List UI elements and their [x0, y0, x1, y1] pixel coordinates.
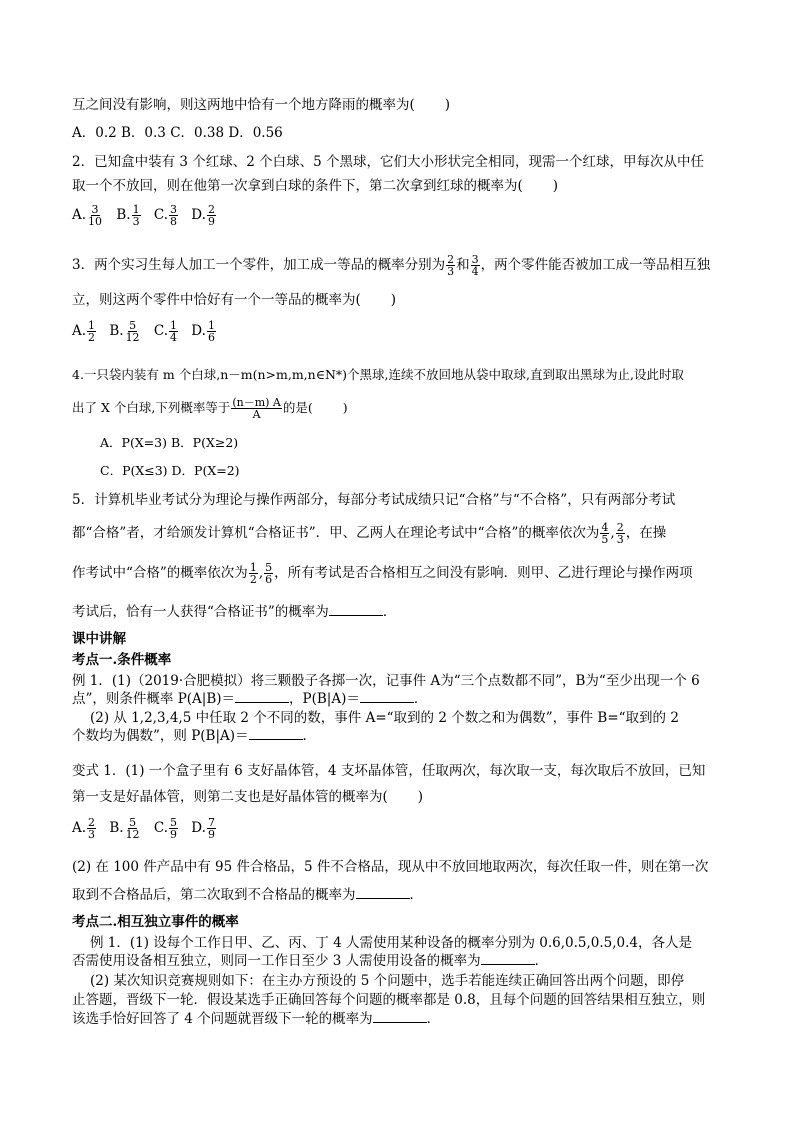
answer-blank [249, 727, 303, 740]
answer-blank [329, 603, 383, 616]
topic-heading-2: 考点二.相互独立事件的概率 [72, 914, 239, 930]
variant-2-line1: (2) 在 100 件产品中有 95 件合格品，5 件不合格品，现从中不放回地取两次，每次任取一件，则在第一次 [72, 859, 709, 875]
fraction: $\frac{7}{9}$ [207, 816, 215, 841]
variant-1-line2 [72, 788, 734, 806]
question-4-options-1: A．P(X=3) B．P(X≥2) [100, 435, 239, 450]
option: C. $\frac{1}{4}$ [153, 319, 177, 344]
question-3-options [72, 320, 734, 343]
text: ，在操 [625, 525, 667, 541]
answer-blank [360, 690, 414, 703]
example-2-line5 [72, 1010, 734, 1028]
fraction: $\frac{1}{2}$ [88, 319, 96, 344]
question-4-options-2: C．P(X≤3) D．P(X=2) [100, 463, 240, 478]
text: 作考试中“合格”的概率依次为 [72, 565, 248, 581]
text: ． [302, 728, 317, 744]
fraction: $\frac{1}{4}$ [170, 319, 177, 344]
example-2-line1: 例 1．(1) 设每个工作日甲、乙、丙、丁 4 人需使用某种设备的概率分别为 0.6,0.5,0.5,0.4，各人是 [90, 935, 693, 951]
answer-blank [235, 690, 289, 703]
fraction: $\frac{1}{6}$ [207, 319, 215, 344]
fraction: $\frac{3}{10}$ [88, 203, 103, 228]
question-4-line1: 4.一只袋内装有 m 个白球,n－m(n>m,m,n∈N*)个黑球,连续不放回地从袋中取球,直到取出黑球为止,设此时取 [72, 367, 684, 382]
text: 和 [456, 257, 470, 273]
text: ) [552, 178, 559, 194]
topic-heading-1: 考点一.条件概率 [72, 652, 172, 668]
text: ，所有考试是否合格相互之间没有影响．则甲、乙进行理论与操作两项 [274, 565, 693, 581]
text-line [72, 96, 734, 114]
question-3-line2 [72, 291, 734, 309]
question-5-line4 [72, 603, 734, 621]
option: B. $\frac{5}{12}$ [109, 816, 140, 841]
answer-blank [481, 952, 535, 965]
text: ． [426, 1011, 441, 1027]
example-1-line1: 例 1．(1)（2019·合肥模拟）将三颗骰子各掷一次，记事件 A为“三个点数都不同”，B为“至少出现一个 6 [72, 673, 700, 689]
example-2-line3: (2) 某次知识竞赛规则如下：在主办方预设的 5 个问题中，选手若能连续正确回答出两个问题，即停 [90, 973, 685, 989]
text: 出了 X 个白球,下列概率等于 [72, 400, 231, 415]
variant-1-options [72, 817, 734, 840]
fraction: $\frac{2}{3}$ [616, 521, 624, 546]
text: ，两个零件能否被加工成一等品相互独 [480, 257, 711, 273]
option: D. $\frac{7}{9}$ [191, 816, 215, 841]
text: 立，则这两个零件中恰好有一个一等品的概率为( [72, 292, 361, 308]
text: 取一个不放回，则在他第一次拿到白球的条件下，第二次拿到红球的概率为( [72, 178, 523, 194]
example-2-line2 [72, 952, 734, 970]
text: ，P(B|A)＝ [289, 691, 360, 707]
fraction: $\frac{5}{12}$ [125, 816, 140, 841]
text: ． [409, 887, 423, 903]
text: ) [417, 789, 424, 805]
fraction: $\frac{2}{3}$ [88, 816, 96, 841]
options-line: A．0.2 B．0.3 C．0.38 D．0.56 [72, 125, 283, 141]
example-2-line4: 止答题，晋级下一轮．假设某选手正确回答每个问题的概率都是 0.8，且每个问题的回答结果相互独立，则 [72, 992, 706, 1008]
fraction: $\frac{5}{9}$ [170, 816, 177, 841]
fraction: $\frac{2}{3}$ [447, 253, 455, 278]
text: 否需使用设备相互独立，则同一工作日至少 3 人需使用设备的概率为 [72, 953, 481, 969]
example-1-line3: (2) 从 1,2,3,4,5 中任取 2 个不同的数，事件 A=“取到的 2 个数之和为偶数”，事件 B=“取到的 2 [90, 710, 679, 726]
fraction: $\frac{5}{12}$ [125, 319, 140, 344]
fraction: $\frac{(n-m) A}{A}$ [232, 396, 281, 421]
section-heading: 课中讲解 [72, 631, 126, 647]
text: 该选手恰好回答了 4 个问题就晋级下一轮的概率为 [72, 1011, 373, 1027]
fraction: $\frac{1}{2}$ [249, 561, 257, 586]
text: 个数均为偶数”，则 P(B|A)＝ [72, 728, 249, 744]
text: ． [382, 604, 397, 620]
answer-blank [373, 1010, 427, 1023]
option: D. $\frac{2}{9}$ [191, 203, 215, 228]
text: 互之间没有影响，则这两地中恰有一个地方降雨的概率为( [72, 97, 415, 113]
example-1-line2 [72, 690, 734, 708]
text: 第一支是好晶体管，则第二支也是好晶体管的概率为( [72, 789, 388, 805]
text: 点”，则条件概率 P(A|B)＝ [72, 691, 236, 707]
fraction: $\frac{2}{9}$ [207, 203, 215, 228]
question-2-options [72, 204, 734, 227]
text: 3．两个实习生每人加工一个零件，加工成一等品的概率分别为 [72, 257, 446, 273]
question-3-line1 [72, 254, 734, 277]
text: 取到不合格品后，第二次取到不合格品的概率为 [72, 887, 356, 903]
variant-1-line1: 变式 1．(1) 一个盒子里有 6 支好晶体管，4 支坏晶体管，任取两次，每次取一支，每次取后不放回，已知 [72, 763, 706, 779]
fraction: $\frac{5}{6}$ [265, 561, 273, 586]
option: A. $\frac{1}{2}$ [72, 319, 96, 344]
question-2-line1: 2．已知盒中装有 3 个红球、2 个白球、5 个黑球，它们大小形状完全相同，现需一个红球，甲每次从中任 [72, 154, 705, 170]
text: ． [413, 691, 428, 707]
question-5-line2: 都“合格”者，才给颁发计算机“合格证书”．甲、乙两人在理论考试中“合格”的概率依次为 $\frac{4}{5}$ , $\frac{2}{3}$ ，在操 [72, 521, 667, 546]
example-1-line4 [72, 727, 734, 745]
option: C. $\frac{3}{8}$ [153, 203, 177, 228]
text: ) [342, 400, 348, 415]
fraction: $\frac{1}{3}$ [132, 203, 140, 228]
option: B. $\frac{1}{3}$ [116, 203, 140, 228]
text: ) [444, 97, 451, 113]
option: A. $\frac{2}{3}$ [72, 816, 96, 841]
option: A. $\frac{3}{10}$ [72, 203, 103, 228]
question-5-line1: 5．计算机毕业考试分为理论与操作两部分，每部分考试成绩只记“合格”与“不合格”，只有两部分考试 [72, 492, 676, 508]
variant-2-line2 [72, 886, 734, 904]
question-4-line2 [72, 397, 734, 420]
question-2-line2 [72, 177, 734, 195]
fraction: $\frac{4}{5}$ [601, 521, 609, 546]
answer-blank [356, 886, 410, 899]
text: 的是( [282, 400, 313, 415]
fraction: $\frac{3}{8}$ [170, 203, 177, 228]
text: 考试后，恰有一人获得“合格证书”的概率为 [72, 604, 329, 620]
fraction: $\frac{3}{4}$ [471, 253, 479, 278]
text: 都“合格”者，才给颁发计算机“合格证书”．甲、乙两人在理论考试中“合格”的概率依次为 [72, 525, 600, 541]
option: D. $\frac{1}{6}$ [191, 319, 215, 344]
option: C. $\frac{5}{9}$ [153, 816, 177, 841]
text: ． [534, 953, 549, 969]
text: ) [390, 292, 397, 308]
option: B. $\frac{5}{12}$ [109, 319, 140, 344]
question-5-line3: 作考试中“合格”的概率依次为 $\frac{1}{2}$ , $\frac{5}{6}$ ，所有考试是否合格相互之间没有影响．则甲、乙进行理论与操作两项 [72, 561, 693, 586]
